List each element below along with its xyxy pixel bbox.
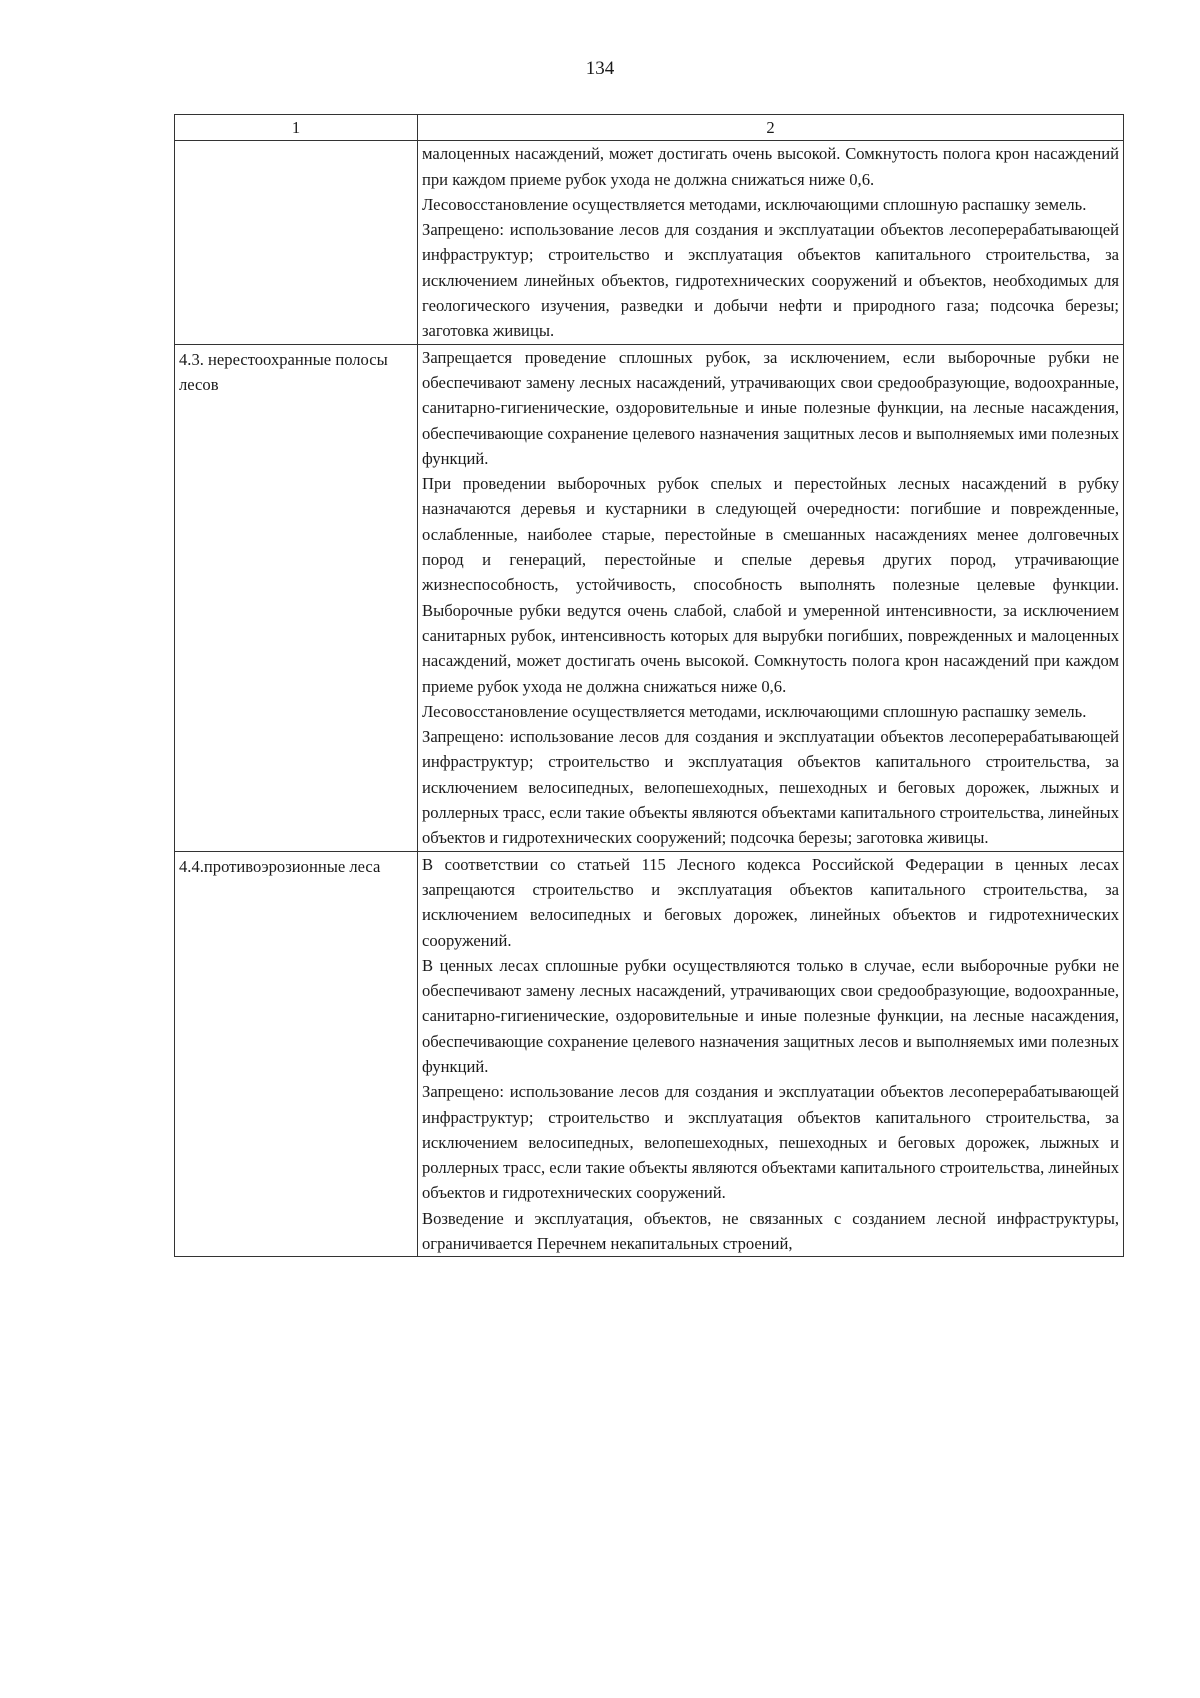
paragraph: Возведение и эксплуатация, объектов, не связанных с созданием лесной инфраструктуры, ограничивается Перечнем некапитальных строений,: [422, 1208, 1119, 1254]
table-header-row: [175, 115, 1124, 141]
regulation-text-cell: [418, 344, 1124, 851]
paragraph: Запрещается проведение сплошных рубок, за исключением, если выборочные рубки не обеспечивают замену лесных насаждений, утрачивающих свои средообразующие, водоохранные, санитарно-гигиенические, оздоровительные и иные полезные функции, на лесные насаждения, обеспечивающие сохранение целевого назначения защитных лесов и выполняемых ими полезных функций.: [422, 347, 1119, 468]
forest-category-cell: 4.4.противоэрозионные леса: [175, 851, 418, 1257]
paragraph: Лесовосстановление осуществляется методами, исключающими сплошную распашку земель.: [422, 194, 1087, 214]
paragraph: В ценных лесах сплошные рубки осуществляются только в случае, если выборочные рубки не обеспечивают замену лесных насаждений, утрачивающих свои средообразующие, водоохранные, санитарно-гигиенические, оздоровительные и иные полезные функции, на лесные насаждения, обеспечивающие сохранение целевого назначения защитных лесов и выполняемых ими полезных функций.: [422, 955, 1119, 1076]
paragraph: В соответствии со статьей 115 Лесного кодекса Российской Федерации в ценных лесах запрещаются строительство и эксплуатация объектов капитального строительства, за исключением велосипедных и беговых дорожек, линейных объектов и гидротехнических сооружений.: [422, 854, 1119, 950]
paragraph: малоценных насаждений, может достигать очень высокой. Сомкнутость полога крон насаждений при каждом приеме рубок ухода не должна снижаться ниже 0,6.: [422, 144, 1119, 189]
forest-category-cell: 4.3. нерестоохранные полосы лесов: [175, 344, 418, 851]
regulation-text-cell: [418, 851, 1124, 1257]
table-row: [175, 851, 1124, 1257]
column-header-1: 1: [175, 115, 418, 141]
table-row: [175, 141, 1124, 344]
paragraph: При проведении выборочных рубок спелых и перестойных лесных насаждений в рубку назначаются деревья и кустарники в следующей очередности: погибшие и поврежденные, ослабленные, наиболее старые, перестойные в смешанных насаждениях менее долговечных пород и генераций, перестойные и спелые деревья других пород, утрачивающие жизнеспособность, устойчивость, способность выполнять полезные целевые функции. Выборочные рубки ведутся очень слабой, слабой и умеренной интенсивности, за исключением санитарных рубок, интенсивность которых для вырубки погибших, поврежденных и малоценных насаждений, может достигать очень высокой. Сомкнутость полога крон насаждений при каждом приеме рубок ухода не должна снижаться ниже 0,6.: [422, 474, 1119, 696]
paragraph: Лесовосстановление осуществляется методами, исключающими сплошную распашку земель.: [422, 701, 1087, 721]
page-number: 134: [585, 58, 615, 79]
regulation-text-cell: [418, 141, 1124, 344]
forest-category-cell: [175, 141, 418, 344]
column-header-2: 2: [418, 115, 1124, 141]
paragraph: Запрещено: использование лесов для создания и эксплуатации объектов лесоперерабатывающей инфраструктур; строительство и эксплуатация объектов капитального строительства, за исключением велосипедных, велопешеходных, пешеходных и беговых дорожек, лыжных и роллерных трасс, если такие объекты являются объектами капитального строительства, линейных объектов и гидротехнических сооружений; подсочка березы; заготовка живицы.: [422, 727, 1119, 848]
paragraph: Запрещено: использование лесов для создания и эксплуатации объектов лесоперерабатывающей инфраструктур; строительство и эксплуатация объектов капитального строительства, за исключением велосипедных, велопешеходных, пешеходных и беговых дорожек, лыжных и роллерных трасс, если такие объекты являются объектами капитального строительства, линейных объектов и гидротехнических сооружений.: [422, 1082, 1119, 1203]
paragraph: Запрещено: использование лесов для создания и эксплуатации объектов лесоперерабатывающей инфраструктур; строительство и эксплуатация объектов капитального строительства, за исключением линейных объектов, гидротехнических сооружений и объектов, необходимых для геологического изучения, разведки и добычи нефти и природного газа; подсочка березы; заготовка живицы.: [422, 220, 1119, 341]
table-row: [175, 344, 1124, 851]
regulation-table: [174, 114, 1124, 1257]
